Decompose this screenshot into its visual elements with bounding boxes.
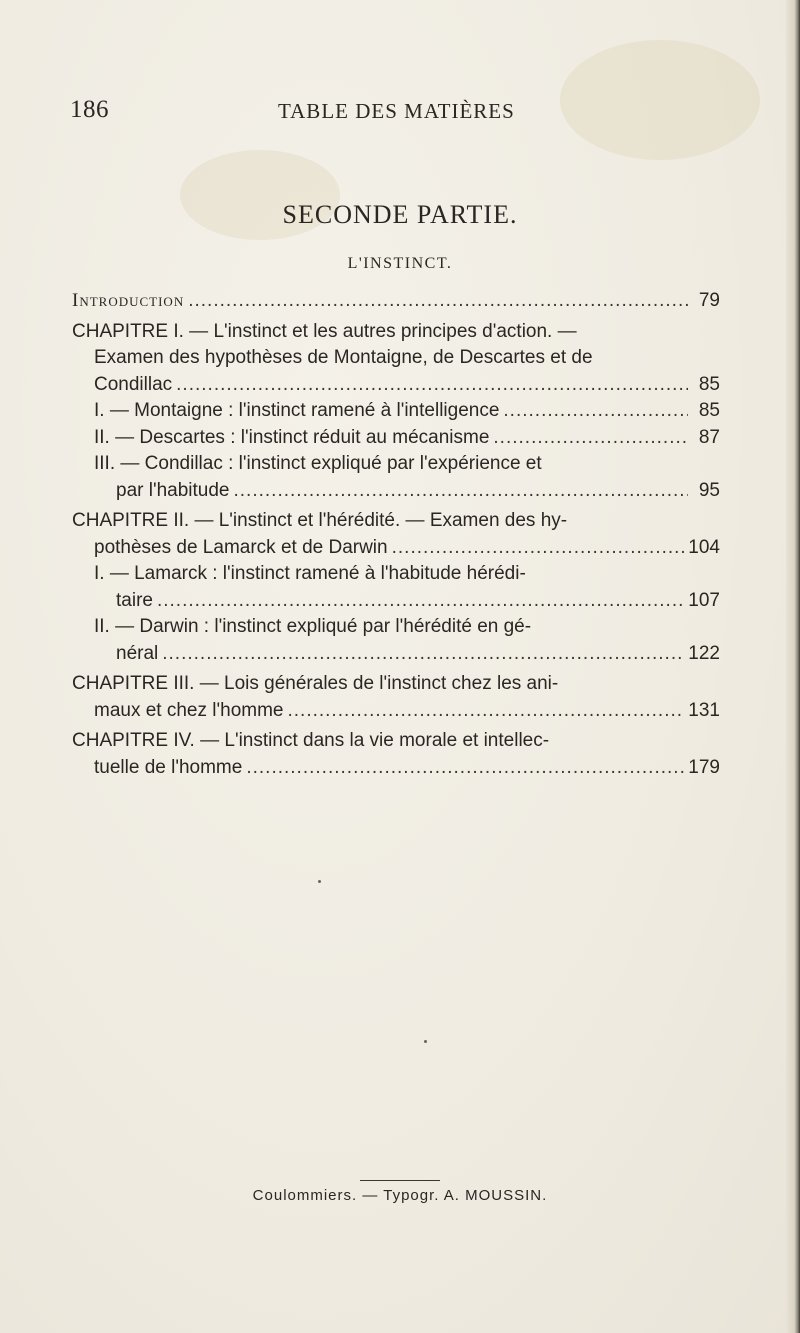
toc-entry-text: Examen des hypothèses de Montaigne, de Descartes et de <box>94 347 593 368</box>
leader-dots <box>392 535 685 562</box>
toc-entry <box>72 671 720 724</box>
toc-entry-text: I. — Lamarck : l'instinct ramené à l'habitude hérédi- <box>94 563 526 584</box>
toc-entry-text: CHAPITRE IV. — L'instinct dans la vie morale et intellec- <box>72 730 550 751</box>
part-subtitle: L'INSTINCT. <box>347 255 453 272</box>
toc-entry <box>72 508 720 561</box>
toc-entry-text: néral <box>116 642 159 664</box>
leader-dots <box>287 698 684 725</box>
toc-entry-text: II. — Descartes : l'instinct réduit au mécanisme <box>94 426 490 448</box>
toc-entry <box>72 614 720 667</box>
toc-entry <box>72 561 720 614</box>
toc-page-number: 95 <box>698 479 720 501</box>
toc-entry-text: tuelle de l'homme <box>94 756 243 778</box>
toc-entry-text: CHAPITRE III. — Lois générales de l'instinct chez les ani- <box>72 673 559 694</box>
toc-entry <box>72 398 720 425</box>
toc-entry <box>72 728 720 781</box>
toc-entry-text: I. — Montaigne : l'instinct ramené à l'intelligence <box>94 400 500 421</box>
table-of-contents <box>72 288 720 781</box>
printer-imprint: Coulommiers. — Typogr. A. MOUSSIN. <box>252 1187 548 1204</box>
part-title: SECONDE PARTIE. <box>282 200 518 229</box>
toc-page-number: 107 <box>688 589 720 611</box>
toc-entry-text: III. — Condillac : l'instinct expliqué par l'expérience et <box>94 453 542 474</box>
paper-speck <box>318 880 321 883</box>
page-header <box>70 96 730 136</box>
toc-page-number: 85 <box>698 400 720 421</box>
toc-entry <box>72 319 720 399</box>
toc-entry <box>72 425 720 452</box>
leader-dots <box>162 641 684 668</box>
leader-dots <box>234 478 689 505</box>
toc-page-number: 85 <box>698 373 720 395</box>
footer-rule <box>360 1180 440 1181</box>
leader-dots <box>493 425 688 452</box>
leader-dots <box>157 588 684 615</box>
running-head: TABLE DES MATIÈRES <box>278 99 515 123</box>
toc-entry-text: par l'habitude <box>116 479 230 501</box>
toc-entry-text: Introduction <box>72 290 185 311</box>
toc-entry-text: Condillac <box>94 373 173 395</box>
toc-entry-text: II. — Darwin : l'instinct expliqué par l'hérédité en gé- <box>94 616 532 637</box>
toc-entry <box>72 451 720 504</box>
toc-page-number: 122 <box>688 642 720 664</box>
toc-entry-text: taire <box>116 589 153 611</box>
toc-page-number: 87 <box>698 426 720 448</box>
toc-entry-text: pothèses de Lamarck et de Darwin <box>94 536 388 558</box>
leader-dots <box>246 755 684 782</box>
toc-entry <box>72 288 720 315</box>
toc-page-number: 79 <box>698 290 720 311</box>
toc-entry-text: CHAPITRE II. — L'instinct et l'hérédité. — Examen des hy- <box>72 510 568 531</box>
leader-dots <box>176 372 688 399</box>
leader-dots <box>503 398 688 425</box>
toc-entry-text: CHAPITRE I. — L'instinct et les autres principes d'action. — <box>72 320 577 342</box>
toc-page-number: 179 <box>688 756 720 778</box>
paper-speck <box>424 1040 427 1043</box>
leader-dots <box>188 288 688 315</box>
page-number: 186 <box>70 96 109 123</box>
toc-page-number: 131 <box>688 699 720 721</box>
toc-page-number: 104 <box>688 536 720 558</box>
toc-entry-text: maux et chez l'homme <box>94 699 284 721</box>
